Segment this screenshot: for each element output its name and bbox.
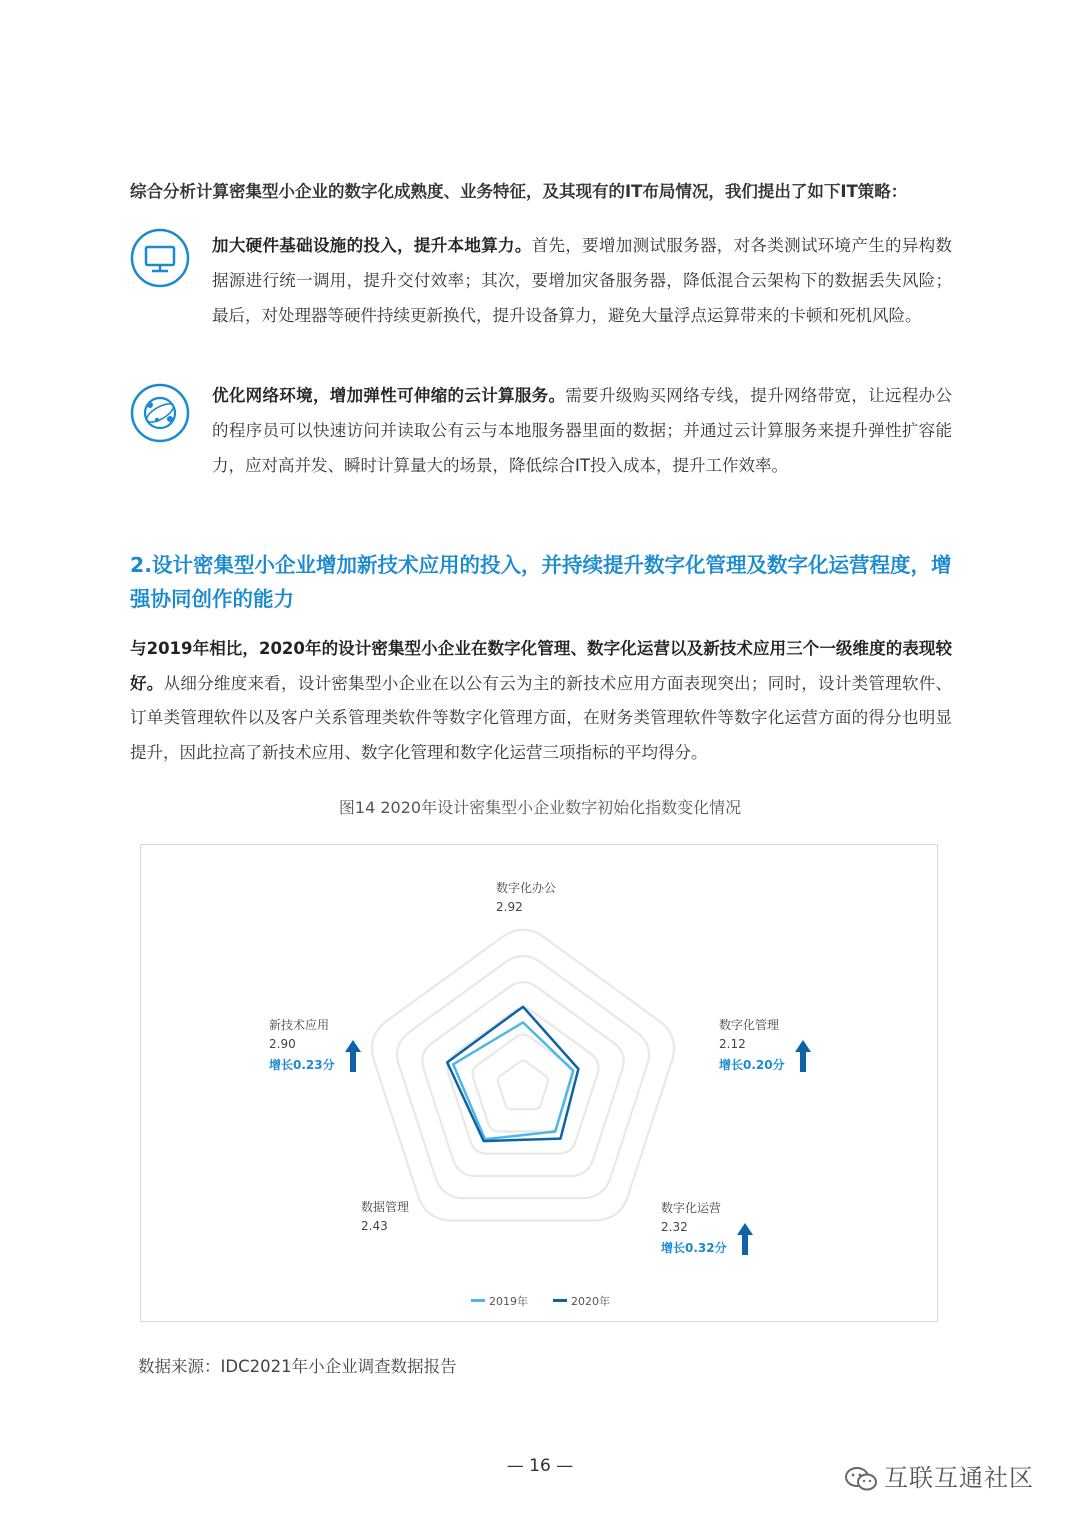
up-arrow-icon	[345, 1040, 361, 1072]
network-globe-icon	[130, 383, 190, 443]
radar-grid-ring	[422, 982, 623, 1176]
data-source: 数据来源：IDC2021年小企业调查数据报告	[138, 1357, 457, 1376]
value-label: 2.12	[719, 1037, 746, 1051]
axis-label: 数字化运营	[661, 1201, 722, 1215]
growth-label: 增长0.32分	[661, 1241, 727, 1255]
radar-chart	[141, 845, 937, 1321]
intro-text: 综合分析计算密集型小企业的数字化成熟度、业务特征，及其现有的IT布局情况，我们提出了如下IT策略：	[130, 182, 908, 201]
growth-label: 增长0.20分	[719, 1058, 785, 1072]
axis-label: 数字化管理	[719, 1018, 780, 1032]
up-arrow-icon	[795, 1040, 811, 1072]
paragraph-bold: 与2019年相比，2020年的设计密集型小企业在数字化管理、数字化运营以及新技术应用三个一级维度的表现较好。	[130, 639, 952, 693]
strategy-hardware	[130, 228, 960, 358]
legend-swatch	[553, 1299, 567, 1302]
strategy-network	[130, 378, 960, 478]
monitor-icon	[130, 228, 190, 288]
paragraph-rest: 从细分维度来看，设计密集型小企业在以公有云为主的新技术应用方面表现突出；同时，设计类管理软件、订单类管理软件以及客户关系管理类软件等数字化管理方面，在财务类管理软件等数字化运营方面的得分也明显提升，因此拉高了新技术应用、数字化管理和数字化运营三项指标的平均得分。	[130, 673, 952, 762]
watermark-text: 互联互通社区	[884, 1464, 1034, 1492]
up-arrow-icon	[737, 1223, 753, 1255]
body-paragraph	[130, 632, 952, 770]
radar-chart-frame	[140, 844, 938, 1322]
axis-label: 新技术应用	[269, 1018, 330, 1032]
legend-label: 2019年	[489, 1295, 528, 1308]
radar-grid-ring	[397, 956, 649, 1198]
chart-legend	[471, 1294, 610, 1308]
radar-grid-ring	[473, 1035, 574, 1132]
strategy-body: 需要升级购买网络专线，提升网络带宽，让远程办公的程序员可以快速访问并读取公有云与本地服务器里面的数据；并通过云计算服务来提升弹性扩容能力，应对高并发、瞬时计算量大的场景，降低综合IT投入成本，提升工作效率。	[212, 386, 953, 475]
legend-swatch	[471, 1299, 485, 1302]
axis-label: 数据管理	[361, 1200, 410, 1214]
growth-label: 增长0.23分	[269, 1058, 335, 1072]
radar-series	[447, 1007, 578, 1141]
value-label: 2.90	[269, 1037, 296, 1051]
value-label: 2.43	[361, 1219, 388, 1233]
radar-grid	[372, 930, 674, 1221]
value-label: 2.32	[661, 1220, 688, 1234]
strategy-title: 加大硬件基础设施的投入，提升本地算力。	[212, 236, 532, 255]
figure-caption: 图14 2020年设计密集型小企业数字初始化指数变化情况	[338, 798, 742, 817]
watermark	[844, 1458, 1034, 1493]
legend-label: 2020年	[571, 1295, 610, 1308]
axis-label: 数字化办公	[496, 881, 557, 895]
page-number: — 16 —	[506, 1456, 574, 1476]
section-title: 2.设计密集型小企业增加新技术应用的投入，并持续提升数字化管理及数字化运营程度，增强协同创作的能力	[130, 553, 952, 611]
radar-grid-ring	[498, 1061, 548, 1109]
strategy-body: 首先，要增加测试服务器，对各类测试环境产生的异构数据源进行统一调用，提升交付效率；其次，要增加灾备服务器，降低混合云架构下的数据丢失风险；最后，对处理器等硬件持续更新换代，提升设备算力，避免大量浮点运算带来的卡顿和死机风险。	[212, 236, 953, 325]
strategy-text	[212, 378, 952, 483]
wechat-icon	[844, 1466, 878, 1492]
strategy-text	[212, 228, 952, 333]
value-label: 2.92	[496, 900, 523, 914]
strategy-title: 优化网络环境，增加弹性可伸缩的云计算服务。	[212, 386, 566, 405]
